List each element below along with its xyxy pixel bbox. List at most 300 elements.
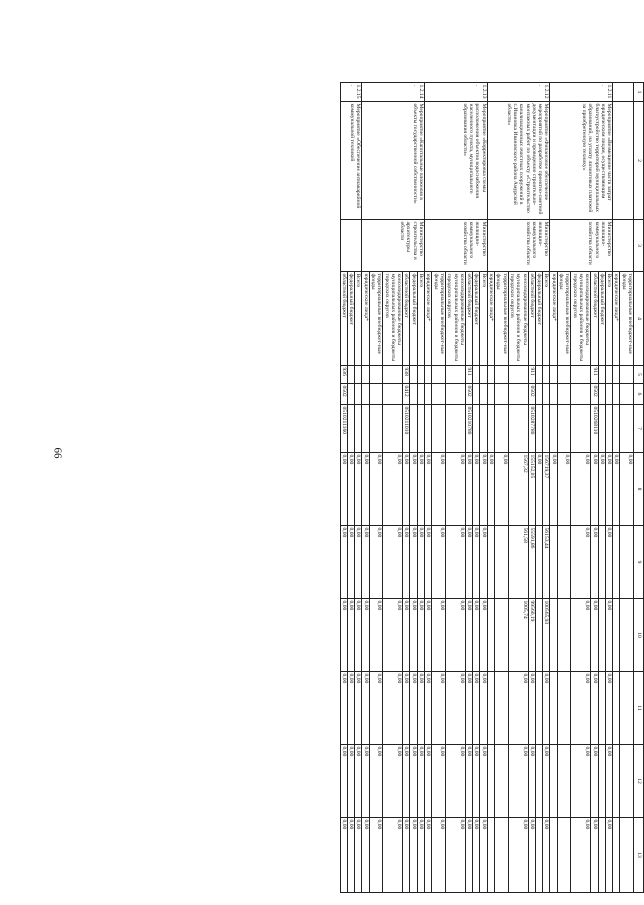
value-c9: 0,00 bbox=[369, 526, 383, 599]
value-c8: 0,00 bbox=[347, 453, 354, 526]
value-c10: 0,00 bbox=[403, 599, 410, 672]
value-c5: 938 bbox=[403, 366, 410, 384]
value-c13 bbox=[535, 818, 542, 893]
value-c12: 0,00 bbox=[473, 745, 480, 818]
value-c8: 0,00 bbox=[445, 453, 465, 526]
value-c10: 0,00 bbox=[362, 599, 369, 672]
funding-source: юридические лица* bbox=[487, 272, 494, 366]
value-c13: 0,00 bbox=[605, 818, 612, 893]
value-c12: 0,00 bbox=[591, 745, 598, 818]
value-c5 bbox=[487, 366, 494, 384]
value-c13: 0,00 bbox=[528, 818, 535, 893]
value-c6 bbox=[369, 384, 383, 405]
value-c6 bbox=[473, 384, 480, 405]
funding-source: областной бюджет bbox=[403, 272, 410, 366]
value-c13 bbox=[598, 818, 605, 893]
value-c9: 0,00 bbox=[473, 526, 480, 599]
value-c9: 0,00 bbox=[432, 526, 446, 599]
value-c9 bbox=[495, 526, 509, 599]
value-c13: 0,00 bbox=[383, 818, 403, 893]
measure-number: 1.2.12. bbox=[487, 83, 550, 102]
value-c11: 0,00 bbox=[605, 672, 612, 745]
value-c13: 0,00 bbox=[347, 818, 354, 893]
value-c11 bbox=[495, 672, 509, 745]
value-c9: 56153,44 bbox=[543, 526, 550, 599]
value-c10: 0,00 bbox=[465, 599, 472, 672]
value-c5 bbox=[557, 366, 571, 384]
value-c13: 0,00 bbox=[480, 818, 487, 893]
value-c7 bbox=[550, 405, 557, 453]
value-c11 bbox=[598, 672, 605, 745]
value-c7 bbox=[417, 405, 424, 453]
value-c9: 0,00 bbox=[355, 526, 362, 599]
value-c11: 0,00 bbox=[369, 672, 383, 745]
measure-performer bbox=[340, 220, 362, 272]
value-c8: 0,00 bbox=[613, 453, 620, 526]
value-c8: 0,00 bbox=[340, 453, 347, 526]
value-c8: 0,00 bbox=[403, 453, 410, 526]
value-c9 bbox=[620, 526, 634, 599]
funding-source: консолидированные бюджеты муниципальных районов и бюджеты городских округов bbox=[445, 272, 465, 366]
value-c13: 0,00 bbox=[591, 818, 598, 893]
value-c9 bbox=[487, 526, 494, 599]
value-c10: 0,00 bbox=[340, 599, 347, 672]
value-c11: 0,00 bbox=[571, 672, 591, 745]
value-c13: 0,00 bbox=[543, 818, 550, 893]
value-c8: 0,00 bbox=[480, 453, 487, 526]
value-c9: 0,00 bbox=[383, 526, 403, 599]
funding-source: Всего bbox=[605, 272, 612, 366]
measure-number: 1.2.13. bbox=[425, 83, 488, 102]
value-c6 bbox=[347, 384, 354, 405]
value-c12 bbox=[557, 745, 571, 818]
value-c12 bbox=[613, 745, 620, 818]
value-c11: 0,00 bbox=[473, 672, 480, 745]
value-c13 bbox=[557, 818, 571, 893]
value-c10 bbox=[487, 599, 494, 672]
value-c9: 0,00 bbox=[571, 526, 591, 599]
value-c10: 0,00 bbox=[432, 599, 446, 672]
measure-performer: Министерство строительства и архитектуры области bbox=[362, 220, 425, 272]
value-c10: 0,00 bbox=[347, 599, 354, 672]
value-c8: 0,00 bbox=[465, 453, 472, 526]
value-c5 bbox=[432, 366, 446, 384]
value-c8: 0,00 bbox=[417, 453, 424, 526]
value-c6 bbox=[487, 384, 494, 405]
measure-name: Мероприятие «Корректировка схемы расположения объектов водоснабжения населенного пункта, муниципального образования области» bbox=[425, 102, 488, 220]
value-c7: 0510211010 bbox=[403, 405, 410, 453]
value-c7 bbox=[480, 405, 487, 453]
value-c10 bbox=[557, 599, 571, 672]
page-number: 66 bbox=[51, 447, 64, 459]
value-c5 bbox=[620, 366, 634, 384]
funding-source: областной бюджет bbox=[340, 272, 347, 366]
value-c9: 561,58 bbox=[508, 526, 528, 599]
value-c8: 0,00 bbox=[598, 453, 605, 526]
header-cell: 5 bbox=[634, 366, 644, 384]
value-c6 bbox=[445, 384, 465, 405]
value-c9: 0,00 bbox=[410, 526, 417, 599]
measure-name: Мероприятие «Обеспечение антиаварийной коммунальной техникой bbox=[340, 102, 362, 220]
value-c9: 0,00 bbox=[465, 526, 472, 599]
value-c8: 0,00 bbox=[355, 453, 362, 526]
funding-source: федеральный бюджет bbox=[473, 272, 480, 366]
value-c7 bbox=[620, 405, 634, 453]
value-c5 bbox=[347, 366, 354, 384]
value-c6: 0502 bbox=[591, 384, 598, 405]
value-c12: 0,00 bbox=[355, 745, 362, 818]
value-c6 bbox=[425, 384, 432, 405]
value-c10: 1005,74 bbox=[508, 599, 528, 672]
value-c5: 911 bbox=[528, 366, 535, 384]
value-c10 bbox=[613, 599, 620, 672]
value-c7 bbox=[347, 405, 354, 453]
value-c11: 0,00 bbox=[508, 672, 528, 745]
value-c11: 0,00 bbox=[340, 672, 347, 745]
value-c11: 0,00 bbox=[417, 672, 424, 745]
value-c10: 0,00 bbox=[410, 599, 417, 672]
value-c12: 0,00 bbox=[432, 745, 446, 818]
value-c6 bbox=[508, 384, 528, 405]
funding-source: юридические лица* bbox=[425, 272, 432, 366]
value-c11: 0,00 bbox=[425, 672, 432, 745]
value-c6 bbox=[535, 384, 542, 405]
funding-source: федеральный бюджет bbox=[598, 272, 605, 366]
value-c10: 0,00 bbox=[417, 599, 424, 672]
value-c9: 0,00 bbox=[417, 526, 424, 599]
value-c10: 0,00 bbox=[473, 599, 480, 672]
value-c12: 0,00 bbox=[369, 745, 383, 818]
header-cell: 2 bbox=[634, 102, 644, 220]
value-c6 bbox=[495, 384, 509, 405]
value-c9 bbox=[535, 526, 542, 599]
value-c13: 0,00 bbox=[362, 818, 369, 893]
value-c11: 0,00 bbox=[355, 672, 362, 745]
value-c12 bbox=[495, 745, 509, 818]
value-c9 bbox=[557, 526, 571, 599]
funding-source: территориальные внебюджет-ные фонды bbox=[557, 272, 571, 366]
value-c8: 0,00 bbox=[620, 453, 634, 526]
value-c13 bbox=[620, 818, 634, 893]
measure-number: 1.2.14. bbox=[362, 83, 425, 102]
value-c7: 0510287780 bbox=[528, 405, 535, 453]
value-c6 bbox=[620, 384, 634, 405]
value-c6 bbox=[613, 384, 620, 405]
value-c11 bbox=[613, 672, 620, 745]
value-c8: 0,00 bbox=[425, 453, 432, 526]
value-c11 bbox=[535, 672, 542, 745]
value-c6 bbox=[355, 384, 362, 405]
value-c8: 0,00 bbox=[605, 453, 612, 526]
value-c13 bbox=[495, 818, 509, 893]
funding-source: федеральный бюджет bbox=[347, 272, 354, 366]
table-row bbox=[543, 83, 550, 893]
value-c11: 0,00 bbox=[347, 672, 354, 745]
value-c12: 0,00 bbox=[403, 745, 410, 818]
value-c8: 0,00 bbox=[410, 453, 417, 526]
value-c9: 0,00 bbox=[591, 526, 598, 599]
value-c6: 0412 bbox=[403, 384, 410, 405]
value-c5 bbox=[571, 366, 591, 384]
value-c10: 0,00 bbox=[383, 599, 403, 672]
value-c13: 0,00 bbox=[508, 818, 528, 893]
value-c7 bbox=[425, 405, 432, 453]
value-c12: 0,00 bbox=[445, 745, 465, 818]
value-c10: 0,00 bbox=[591, 599, 598, 672]
value-c11: 0,00 bbox=[591, 672, 598, 745]
value-c5 bbox=[598, 366, 605, 384]
value-c6: 0502 bbox=[528, 384, 535, 405]
value-c11: 0,00 bbox=[362, 672, 369, 745]
value-c7 bbox=[543, 405, 550, 453]
value-c6 bbox=[410, 384, 417, 405]
value-c12: 0,00 bbox=[605, 745, 612, 818]
value-c5 bbox=[362, 366, 369, 384]
value-c8: 0,00 bbox=[550, 453, 557, 526]
value-c12: 0,00 bbox=[362, 745, 369, 818]
measure-number: 1.2.11. bbox=[550, 83, 613, 102]
value-c6 bbox=[550, 384, 557, 405]
value-c5 bbox=[383, 366, 403, 384]
funding-source: областной бюджет bbox=[528, 272, 535, 366]
funding-source: юридические лица* bbox=[362, 272, 369, 366]
value-c5 bbox=[605, 366, 612, 384]
value-c11: 0,00 bbox=[410, 672, 417, 745]
value-c12: 0,00 bbox=[508, 745, 528, 818]
header-cell: 7 bbox=[634, 405, 644, 453]
value-c8: 0,00 bbox=[369, 453, 383, 526]
value-c5 bbox=[550, 366, 557, 384]
value-c6 bbox=[417, 384, 424, 405]
value-c11 bbox=[550, 672, 557, 745]
table-row bbox=[605, 83, 612, 893]
value-c6 bbox=[571, 384, 591, 405]
value-c12: 0,00 bbox=[543, 745, 550, 818]
value-c10: 0,00 bbox=[605, 599, 612, 672]
value-c11: 0,00 bbox=[383, 672, 403, 745]
value-c12: 0,00 bbox=[425, 745, 432, 818]
funding-source: территориальные внебюджет-ные фонды bbox=[620, 272, 634, 366]
value-c7 bbox=[445, 405, 465, 453]
value-c11 bbox=[487, 672, 494, 745]
value-c7 bbox=[613, 405, 620, 453]
funding-source: территориальные внебюджет-ные фонды bbox=[432, 272, 446, 366]
funding-source: Всего bbox=[543, 272, 550, 366]
funding-source: областной бюджет bbox=[465, 272, 472, 366]
funding-source: консолидированные бюджеты муниципальных районов и бюджеты городских округов bbox=[508, 272, 528, 366]
value-c5 bbox=[473, 366, 480, 384]
header-cell: 1 bbox=[634, 83, 644, 102]
value-c12 bbox=[535, 745, 542, 818]
value-c8: 0,00 bbox=[383, 453, 403, 526]
header-row bbox=[634, 83, 644, 893]
measure-performer: Министерство жилищно-коммунального хозяйства области bbox=[425, 220, 488, 272]
value-c6 bbox=[362, 384, 369, 405]
value-c11: 0,00 bbox=[403, 672, 410, 745]
value-c7 bbox=[369, 405, 383, 453]
value-c13 bbox=[487, 818, 494, 893]
funding-source: территориальные внебюджет-ные фонды bbox=[495, 272, 509, 366]
value-c12: 0,00 bbox=[571, 745, 591, 818]
header-cell: 11 bbox=[634, 672, 644, 745]
measure-name: Мероприятие «Финансовое обеспечение мероприятий по разработке проектно-сметной документации и проведению строительно-монтажных работ по объекту «Строительство канализационных очистных сооружений в с.Ивановка Ивановского района Амурской области» bbox=[487, 102, 550, 220]
table-row bbox=[480, 83, 487, 893]
measure-name bbox=[613, 102, 634, 220]
value-c5 bbox=[613, 366, 620, 384]
value-c13: 0,00 bbox=[369, 818, 383, 893]
value-c13: 0,00 bbox=[465, 818, 472, 893]
value-c13: 0,00 bbox=[571, 818, 591, 893]
value-c11: 0,00 bbox=[543, 672, 550, 745]
value-c6 bbox=[383, 384, 403, 405]
value-c10: 0,00 bbox=[445, 599, 465, 672]
value-c12: 0,00 bbox=[417, 745, 424, 818]
value-c5 bbox=[495, 366, 509, 384]
header-cell: 8 bbox=[634, 453, 644, 526]
value-c6 bbox=[557, 384, 571, 405]
header-cell: 3 bbox=[634, 220, 644, 272]
value-c6 bbox=[598, 384, 605, 405]
header-cell: 4 bbox=[634, 272, 644, 366]
value-c5 bbox=[369, 366, 383, 384]
value-c13 bbox=[613, 818, 620, 893]
value-c8: 0,00 bbox=[432, 453, 446, 526]
funding-source: территориальные внебюджет-ные фонды bbox=[369, 272, 383, 366]
header-cell: 13 bbox=[634, 818, 644, 893]
value-c10: 0,00 bbox=[369, 599, 383, 672]
value-c11: 0,00 bbox=[432, 672, 446, 745]
funding-source: консолидированные бюджеты муниципальных районов и бюджеты городских округов bbox=[383, 272, 403, 366]
value-c8: 0,00 bbox=[362, 453, 369, 526]
value-c6: 0502 bbox=[340, 384, 347, 405]
value-c6: 0502 bbox=[465, 384, 472, 405]
value-c12: 0,00 bbox=[480, 745, 487, 818]
value-c5 bbox=[417, 366, 424, 384]
value-c7 bbox=[355, 405, 362, 453]
value-c13: 0,00 bbox=[410, 818, 417, 893]
value-c7 bbox=[598, 405, 605, 453]
value-c10: 100565,93 bbox=[543, 599, 550, 672]
value-c9 bbox=[613, 526, 620, 599]
value-c10 bbox=[535, 599, 542, 672]
value-c5 bbox=[535, 366, 542, 384]
value-c9 bbox=[550, 526, 557, 599]
value-c11: 0,00 bbox=[528, 672, 535, 745]
value-c13: 0,00 bbox=[417, 818, 424, 893]
value-c6 bbox=[432, 384, 446, 405]
value-c9: 55591,86 bbox=[528, 526, 535, 599]
value-c12 bbox=[550, 745, 557, 818]
value-c13: 0,00 bbox=[355, 818, 362, 893]
value-c13: 0,00 bbox=[340, 818, 347, 893]
value-c7 bbox=[432, 405, 446, 453]
value-c10 bbox=[550, 599, 557, 672]
value-c10 bbox=[495, 599, 509, 672]
value-c9: 0,00 bbox=[340, 526, 347, 599]
value-c10 bbox=[598, 599, 605, 672]
value-c12: 0,00 bbox=[340, 745, 347, 818]
header-cell: 12 bbox=[634, 745, 644, 818]
value-c10: 0,00 bbox=[480, 599, 487, 672]
value-c5: 911 bbox=[465, 366, 472, 384]
value-c5 bbox=[410, 366, 417, 384]
value-c7 bbox=[535, 405, 542, 453]
value-c11: 0,00 bbox=[465, 672, 472, 745]
funding-source: Всего bbox=[480, 272, 487, 366]
value-c7 bbox=[495, 405, 509, 453]
measure-performer: Министерство жилищно-коммунального хозяйства области bbox=[550, 220, 613, 272]
header-cell: 10 bbox=[634, 599, 644, 672]
value-c7 bbox=[473, 405, 480, 453]
value-c12 bbox=[620, 745, 634, 818]
value-c12: 0,00 bbox=[347, 745, 354, 818]
value-c5 bbox=[355, 366, 362, 384]
measure-number: 1.2.15. bbox=[340, 83, 362, 102]
value-c6 bbox=[480, 384, 487, 405]
value-c10: 0,00 bbox=[571, 599, 591, 672]
value-c10: 99560,19 bbox=[528, 599, 535, 672]
value-c8: 0,00 bbox=[557, 453, 571, 526]
value-c9 bbox=[598, 526, 605, 599]
value-c8: 0,00 bbox=[591, 453, 598, 526]
value-c12 bbox=[598, 745, 605, 818]
measure-performer: Министерство жилищно-коммунального хозяйства области bbox=[487, 220, 550, 272]
funding-source: федеральный бюджет bbox=[535, 272, 542, 366]
value-c12: 0,00 bbox=[528, 745, 535, 818]
value-c5: 936 bbox=[340, 366, 347, 384]
measure-name: Мероприятие «Капитальные вложения в объекты государственной собственности» bbox=[362, 102, 425, 220]
funding-source: областной бюджет bbox=[591, 272, 598, 366]
value-c11: 0,00 bbox=[445, 672, 465, 745]
value-c8: 155152,05 bbox=[528, 453, 535, 526]
value-c7 bbox=[383, 405, 403, 453]
value-c6 bbox=[543, 384, 550, 405]
value-c8: 0,00 bbox=[571, 453, 591, 526]
value-c5 bbox=[480, 366, 487, 384]
value-c11 bbox=[620, 672, 634, 745]
value-c13: 0,00 bbox=[473, 818, 480, 893]
value-c9: 0,00 bbox=[605, 526, 612, 599]
value-c9: 0,00 bbox=[480, 526, 487, 599]
value-c7 bbox=[508, 405, 528, 453]
value-c7 bbox=[571, 405, 591, 453]
funding-source: юридические лица* bbox=[613, 272, 620, 366]
value-c5 bbox=[508, 366, 528, 384]
value-c5: 911 bbox=[591, 366, 598, 384]
value-c7: 0510268110 bbox=[591, 405, 598, 453]
table-row bbox=[417, 83, 424, 893]
value-c7 bbox=[605, 405, 612, 453]
value-c12: 0,00 bbox=[410, 745, 417, 818]
value-c10: 0,00 bbox=[355, 599, 362, 672]
value-c10: 0,00 bbox=[425, 599, 432, 672]
value-c12: 0,00 bbox=[465, 745, 472, 818]
value-c12: 0,00 bbox=[383, 745, 403, 818]
header-cell: 9 bbox=[634, 526, 644, 599]
value-c7 bbox=[362, 405, 369, 453]
funding-source: юридические лица* bbox=[550, 272, 557, 366]
table-body bbox=[340, 83, 643, 893]
header-cell: 6 bbox=[634, 384, 644, 405]
value-c11 bbox=[557, 672, 571, 745]
value-c10 bbox=[620, 599, 634, 672]
value-c8: 0,00 bbox=[473, 453, 480, 526]
value-c7: 0510211160 bbox=[340, 405, 347, 453]
measure-number bbox=[613, 83, 634, 102]
value-c7 bbox=[487, 405, 494, 453]
table-row bbox=[355, 83, 362, 893]
funding-source: федеральный бюджет bbox=[410, 272, 417, 366]
